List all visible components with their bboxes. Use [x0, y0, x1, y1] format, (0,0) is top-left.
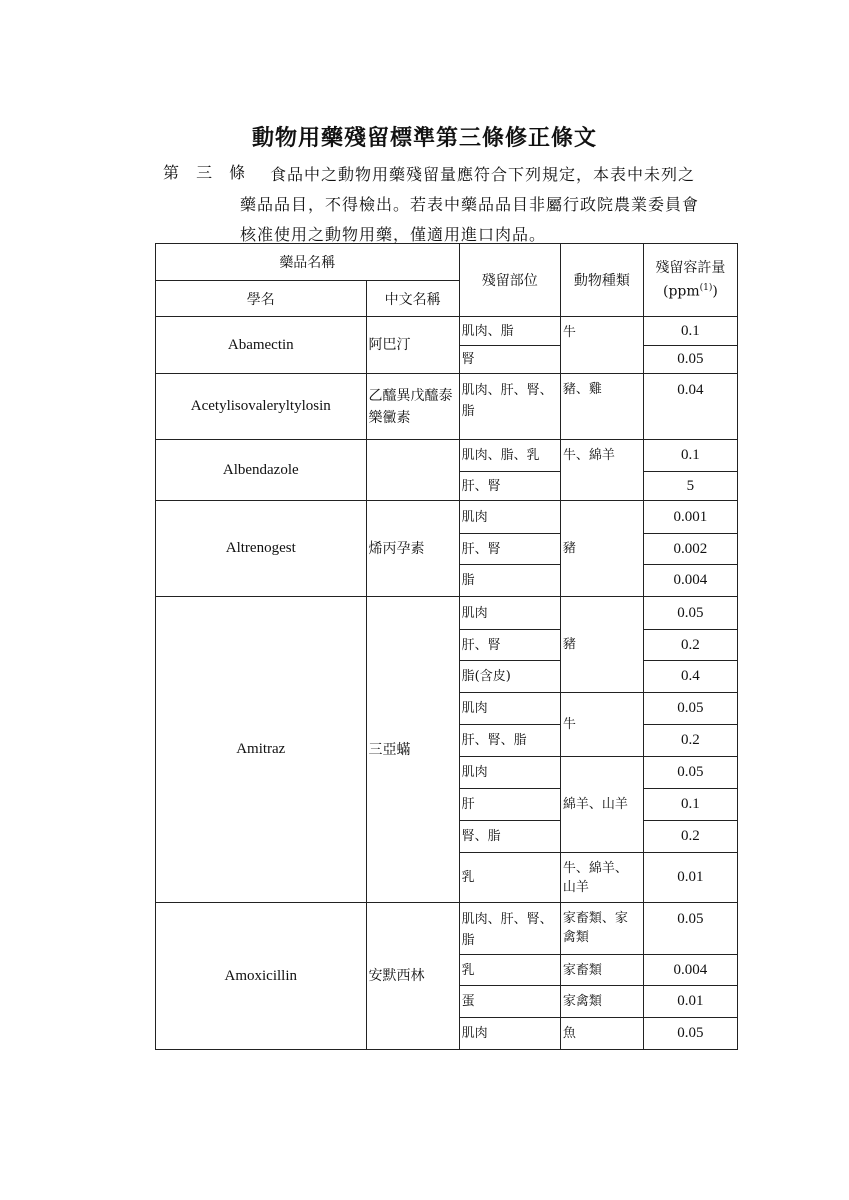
animal-cell: 家畜類	[560, 955, 643, 986]
article-text-line: 藥品品目，不得檢出。若表中藥品品目非屬行政院農業委員會	[240, 195, 700, 214]
scientific-name-cell: Abamectin	[156, 317, 367, 374]
animal-cell: 魚	[560, 1018, 643, 1050]
animal-cell: 牛、綿羊、山羊	[560, 853, 643, 903]
residue-site-cell: 肌肉、肝、腎、脂	[459, 903, 560, 955]
residue-limits-table	[155, 243, 738, 1050]
animal-cell: 家畜類、家禽類	[560, 903, 643, 955]
mrl-value-cell: 0.2	[643, 630, 737, 661]
mrl-value-cell: 0.05	[643, 757, 737, 789]
residue-site-cell: 肝、腎	[459, 630, 560, 661]
residue-site-cell: 肝、腎	[459, 534, 560, 565]
article-text	[240, 160, 732, 250]
residue-site-cell: 乳	[459, 853, 560, 903]
residue-site-cell: 肌肉	[459, 597, 560, 630]
mrl-value-cell: 0.04	[643, 374, 737, 440]
header-residue-site: 殘留部位	[459, 244, 560, 317]
residue-site-cell: 肌肉、脂、乳	[459, 440, 560, 472]
mrl-value-cell: 0.05	[643, 693, 737, 725]
mrl-value-cell: 0.004	[643, 565, 737, 597]
chinese-name-cell: 乙醯異戊醯泰樂黴素	[366, 374, 459, 440]
article-text-line: 食品中之動物用藥殘留量應符合下列規定，本表中未列之	[270, 165, 696, 184]
residue-site-cell: 肌肉	[459, 1018, 560, 1050]
residue-site-cell: 肝、腎、脂	[459, 725, 560, 757]
chinese-name-cell	[366, 440, 459, 501]
scientific-name-cell: Altrenogest	[156, 501, 367, 597]
header-animal: 動物種類	[560, 244, 643, 317]
animal-cell: 豬、雞	[560, 374, 643, 440]
header-mrl: 殘留容許量 (ppm$^{(1)}$)	[643, 244, 737, 317]
table-row	[156, 501, 738, 534]
document-title: 動物用藥殘留標準第三條修正條文	[251, 125, 597, 151]
mrl-value-cell: 0.05	[643, 1018, 737, 1050]
table-row	[156, 597, 738, 630]
mrl-value-cell: 0.05	[643, 597, 737, 630]
mrl-value-cell: 0.01	[643, 986, 737, 1018]
scientific-name-cell: Amoxicillin	[156, 903, 367, 1050]
header-row	[156, 244, 738, 281]
chinese-name-cell: 安默西林	[366, 903, 459, 1050]
mrl-value-cell: 0.002	[643, 534, 737, 565]
article-label: 第 三 條	[163, 163, 252, 182]
header-scientific-name: 學名	[156, 281, 367, 317]
residue-site-cell: 肌肉、肝、腎、脂	[459, 374, 560, 440]
header-mrl-note: (1)	[699, 283, 713, 294]
mrl-value-cell: 0.4	[643, 661, 737, 693]
residue-site-cell: 肝	[459, 789, 560, 821]
article-text-line: 核准使用之動物用藥，僅適用進口肉品。	[240, 225, 547, 244]
residue-site-cell: 腎	[459, 346, 560, 374]
mrl-value-cell: 0.1	[643, 789, 737, 821]
residue-site-cell: 腎、脂	[459, 821, 560, 853]
mrl-value-cell: 0.05	[643, 903, 737, 955]
header-chinese-name: 中文名稱	[366, 281, 459, 317]
residue-site-cell: 肌肉	[459, 501, 560, 534]
table-row	[156, 317, 738, 346]
mrl-value-cell: 0.004	[643, 955, 737, 986]
mrl-value-cell: 0.001	[643, 501, 737, 534]
mrl-value-cell: 0.1	[643, 440, 737, 472]
animal-cell: 豬	[560, 501, 643, 597]
chinese-name-cell: 阿巴汀	[366, 317, 459, 374]
header-drug-name: 藥品名稱	[156, 244, 460, 281]
residue-site-cell: 肌肉、脂	[459, 317, 560, 346]
residue-site-cell: 肌肉	[459, 693, 560, 725]
scientific-name-cell: Acetylisovaleryltylosin	[156, 374, 367, 440]
chinese-name-cell: 烯丙孕素	[366, 501, 459, 597]
animal-cell: 綿羊、山羊	[560, 757, 643, 853]
residue-site-cell: 肝、腎	[459, 472, 560, 501]
mrl-value-cell: 0.1	[643, 317, 737, 346]
animal-cell: 豬	[560, 597, 643, 693]
mrl-value-cell: 0.2	[643, 725, 737, 757]
animal-cell: 家禽類	[560, 986, 643, 1018]
animal-cell: 牛	[560, 317, 643, 374]
table-row	[156, 903, 738, 955]
animal-cell: 牛、綿羊	[560, 440, 643, 501]
table-row	[156, 440, 738, 472]
header-mrl-unit: ppm	[668, 283, 700, 300]
mrl-value-cell: 5	[643, 472, 737, 501]
chinese-name-cell: 三亞蟎	[366, 597, 459, 903]
residue-site-cell: 蛋	[459, 986, 560, 1018]
residue-site-cell: 乳	[459, 955, 560, 986]
mrl-value-cell: 0.2	[643, 821, 737, 853]
table-row	[156, 374, 738, 440]
residue-site-cell: 肌肉	[459, 757, 560, 789]
mrl-value-cell: 0.05	[643, 346, 737, 374]
header-mrl-label: 殘留容許量	[655, 260, 726, 277]
residue-site-cell: 脂	[459, 565, 560, 597]
mrl-value-cell: 0.01	[643, 853, 737, 903]
scientific-name-cell: Amitraz	[156, 597, 367, 903]
residue-site-cell: 脂(含皮)	[459, 661, 560, 693]
scientific-name-cell: Albendazole	[156, 440, 367, 501]
animal-cell: 牛	[560, 693, 643, 757]
